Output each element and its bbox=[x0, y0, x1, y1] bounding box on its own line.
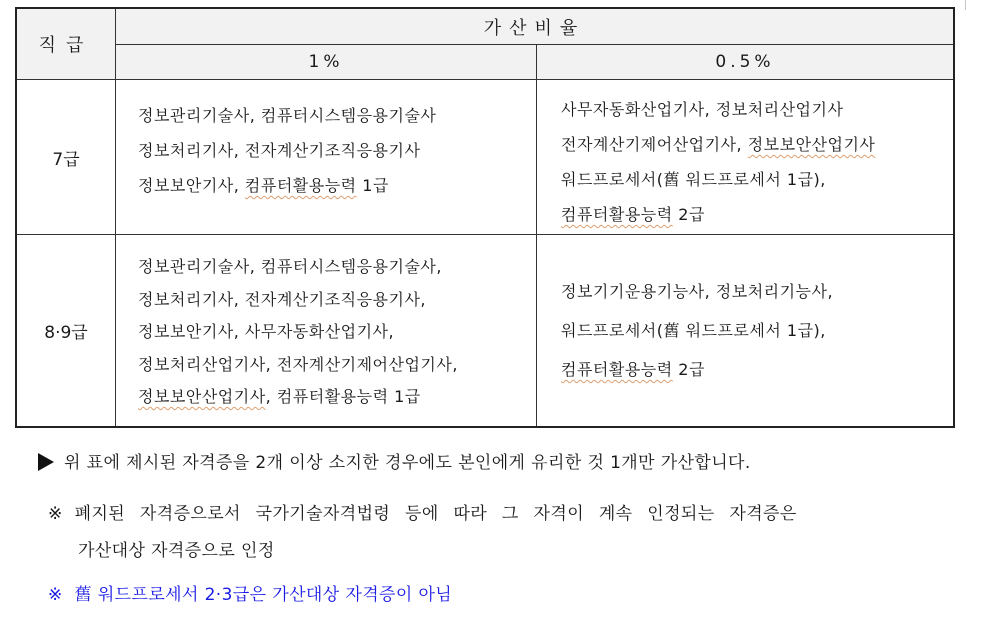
half-percent-cell bbox=[537, 80, 955, 235]
note-abolished-certs-cont: 가산대상 자격증으로 인정 bbox=[78, 541, 275, 561]
cert-line: 컴퓨터활용능력 2급 bbox=[561, 205, 705, 224]
header-grade: 직급 bbox=[16, 8, 116, 80]
spellcheck-underlined-text: 컴퓨터활용능력 bbox=[561, 360, 673, 379]
half-percent-cell bbox=[537, 235, 955, 427]
table-row bbox=[16, 80, 954, 235]
header-bonus-ratio: 가산비율 bbox=[116, 8, 955, 45]
triangle-bullet-icon bbox=[38, 453, 54, 471]
one-percent-cell bbox=[116, 235, 537, 427]
note-one-cert-only bbox=[38, 448, 751, 473]
cert-line: 워드프로세서(舊 워드프로세서 1급), bbox=[561, 321, 826, 340]
reference-mark-icon: ※ bbox=[48, 504, 63, 524]
table-row bbox=[16, 235, 954, 427]
cert-line: 정보보안기사, 사무자동화산업기사, bbox=[138, 322, 395, 341]
cert-line: 정보관리기술사, 컴퓨터시스템응용기술사, bbox=[138, 257, 442, 276]
spellcheck-underlined-text: 컴퓨터활용능력 bbox=[561, 205, 673, 224]
one-percent-cell bbox=[116, 80, 537, 235]
cert-line: 정보보안기사, 컴퓨터활용능력 1급 bbox=[138, 176, 389, 195]
note-text: 위 표에 제시된 자격증을 2개 이상 소지한 경우에도 본인에게 유리한 것 1개만 가산합니다. bbox=[64, 453, 751, 473]
bonus-ratio-table bbox=[15, 7, 955, 428]
header-1-percent: 1% bbox=[116, 45, 537, 80]
cert-line: 전자계산기제어산업기사, 정보보안산업기사 bbox=[561, 135, 876, 154]
note-text: 폐지된 자격증으로서 국가기술자격법령 등에 따라 그 자격이 계속 인정되는 자격증은 bbox=[74, 504, 797, 524]
grade-cell: 7급 bbox=[16, 80, 116, 235]
cert-line: 정보기기운용기능사, 정보처리기능사, bbox=[561, 282, 834, 301]
page-edge-marker bbox=[965, 0, 966, 10]
note-abolished-certs bbox=[48, 499, 797, 524]
reference-mark-icon: ※ bbox=[48, 585, 63, 605]
spellcheck-underlined-text: 정보보안산업기사 bbox=[138, 387, 266, 406]
cert-line: 정보처리기사, 전자계산기조직응용기사, bbox=[138, 289, 427, 309]
cert-line: 워드프로세서(舊 워드프로세서 1급), bbox=[561, 170, 826, 189]
cert-line: 정보관리기술사, 컴퓨터시스템응용기술사 bbox=[138, 106, 437, 125]
note-old-word-processor bbox=[48, 580, 452, 605]
header-0-5-percent: 0.5% bbox=[537, 45, 955, 80]
cert-line: 정보처리기사, 전자계산기조직응용기사 bbox=[138, 141, 421, 160]
cert-line: 컴퓨터활용능력 2급 bbox=[561, 360, 705, 379]
spellcheck-underlined-text: 컴퓨터활용능력 bbox=[244, 176, 357, 195]
spellcheck-underlined-text: 정보보안산업기사 bbox=[747, 135, 876, 154]
cert-line: 사무자동화산업기사, 정보처리산업기사 bbox=[561, 100, 844, 119]
grade-cell: 8·9급 bbox=[16, 235, 116, 427]
cert-line: 정보보안산업기사, 컴퓨터활용능력 1급 bbox=[138, 387, 421, 406]
note-text: 舊 워드프로세서 2·3급은 가산대상 자격증이 아님 bbox=[74, 585, 453, 605]
cert-line: 정보처리산업기사, 전자계산기제어산업기사, bbox=[138, 354, 458, 374]
